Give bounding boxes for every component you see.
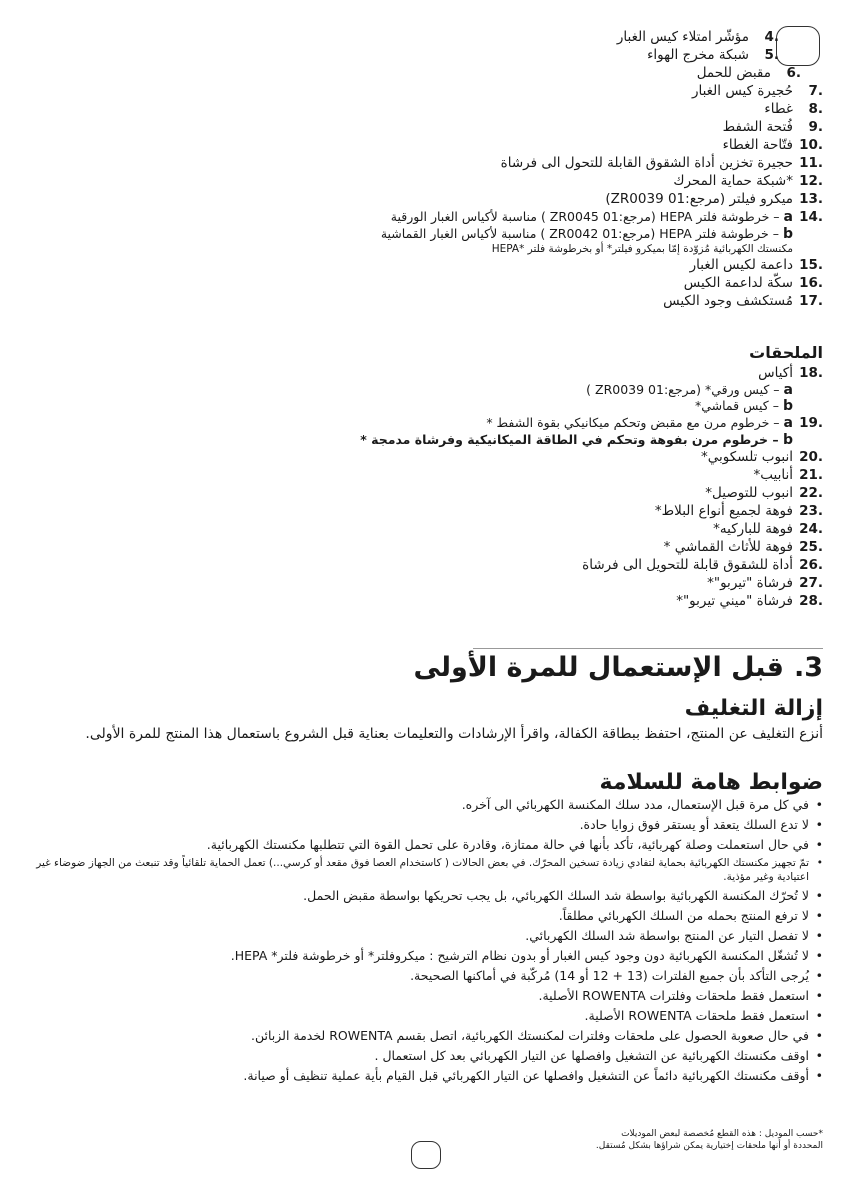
accessory-item: 26. أداة للشقوق قابلة للتحويل الى فرشاة: [582, 557, 823, 573]
accessories-list: [263, 342, 823, 610]
safety-item: • استعمل فقط ملحقات وفلترات ROWENTA الأصلية.: [30, 987, 823, 1004]
parts-item: 5. شبكة مخرج الهواء: [647, 47, 779, 63]
safety-list: [30, 796, 823, 1087]
parts-item: 7. حُجيرة كيس الغبار: [691, 83, 823, 99]
section-title: [414, 652, 824, 683]
accessory-item: a – كيس ورقي* (مرجع:ZR0039 01 ): [586, 382, 793, 398]
footnote: [596, 1128, 823, 1152]
parts-item: 16. سكّة لداعمة الكيس: [683, 275, 823, 291]
parts-item: 13. ميكرو فيلتر (مرجع:ZR0039 01): [605, 191, 823, 207]
safety-item: • لا تدع السلك يتعقد أو يستقر فوق زوايا حادة.: [30, 816, 823, 833]
parts-item: 4. مؤشّر امتلاء كيس الغبار: [616, 29, 779, 45]
safety-item: • اوقف مكنستك الكهربائية عن التشغيل وافصلها عن التيار الكهربائي بعد كل استعمال .: [30, 1047, 823, 1064]
parts-item: 12. *شبكة حماية المحرك: [673, 173, 823, 189]
accessory-item: 27. فرشاة "تيربو"*: [707, 575, 823, 591]
page-tab-decoration: [411, 1141, 441, 1169]
accessory-item: 25. فوهة للأثاث القماشي *: [663, 539, 823, 555]
parts-item: 10. فتّاحة الغطاء: [722, 137, 823, 153]
item14-note: مكنستك الكهربائية مُزوّدة إمّا بميكرو فيلتر* أو بخرطوشة فلتر *HEPA: [491, 243, 793, 255]
item14-sub-b: b – خرطوشة فلتر HEPA (مرجع:ZR0042 01 ) مناسبة لأكياس الغبار القماشية: [380, 226, 793, 242]
accessory-item: b – خرطوم مرن بفوهة وتحكم في الطاقة الميكانيكية وفرشاة مدمجة *: [360, 432, 793, 448]
safety-item: • في كل مرة قبل الإستعمال، مدد سلك المكنسة الكهربائي الى آخره.: [30, 796, 823, 813]
accessory-item: 24. فوهة للباركيه*: [713, 521, 823, 537]
parts-item: 6. مقبض للحمل: [696, 65, 801, 81]
unpacking-heading: إزالة التغليف: [684, 696, 823, 721]
parts-list: [263, 28, 823, 310]
section-number: 3.: [793, 652, 823, 683]
unpacking-text: أنزع التغليف عن المنتج، احتفظ ببطاقة الكفالة، واقرأ الإرشادات والتعليمات بعناية قبل الشروع باستعمال هذا المنتج للمرة الأولى.: [85, 726, 823, 742]
safety-item: • استعمل فقط ملحقات ROWENTA الأصلية.: [30, 1007, 823, 1024]
accessory-item: 21. أنابيب*: [753, 467, 823, 483]
parts-item: [263, 226, 823, 242]
safety-item: • في حال صعوبة الحصول على ملحقات وفلترات لمكنستك الكهربائية، اتصل بقسم ROWENTA لخدمة الزبائن.: [30, 1027, 823, 1044]
safety-item: • تمّ تجهيز مكنستك الكهربائية بحماية لتفادي زيادة تسخين المحرّك. في بعض الحالات ( كاستخدام العصا فوق مقعد أو كرسي...) تعمل الحماية تلقائياً وقد تنبعث من الجهاز ضوضاء غير اعتيادية وغير مؤذية.: [30, 856, 823, 884]
safety-item: • لا ترفع المنتج بحمله من السلك الكهربائي مطلقاً.: [30, 907, 823, 924]
footnote-line: المحددة أو أنها ملحقات إختيارية يمكن شراؤها بشكل مُستقل.: [595, 1141, 823, 1151]
safety-item: • أوقف مكنستك الكهربائية دائماً عن التشغيل وافصلها عن التيار الكهربائي قبل القيام بأية عملية تنظيف أو صيانة.: [30, 1067, 823, 1084]
safety-heading: ضوابط هامة للسلامة: [599, 770, 823, 795]
accessory-item: 22. انبوب للتوصيل*: [705, 485, 823, 501]
section-title-text: قبل الإستعمال للمرة الأولى: [413, 652, 784, 683]
accessory-item: 28. فرشاة "ميني تيربو"*: [676, 593, 823, 609]
footnote-line: *حسب الموديل : هذه القطع مُخصصة لبعض الموديلات: [621, 1129, 823, 1139]
accessories-heading: الملحقات: [749, 343, 823, 362]
safety-item: • يُرجى التأكد بأن جميع الفلترات (13 + 12 أو 14) مُركّبة في أماكنها الصحيحة.: [30, 967, 823, 984]
accessory-item: b – كيس قماشي*: [694, 398, 793, 414]
accessory-item: 20. انبوب تلسكوبي*: [700, 449, 823, 465]
safety-item: • في حال استعملت وصلة كهربائية، تأكد بأنها في حالة ممتازة، وقادرة على تحمل القوة التي تتطلبها مكنستك الكهربائية.: [30, 836, 823, 853]
safety-item: • لا تفصل التيار عن المنتج بواسطة شد السلك الكهربائي.: [30, 927, 823, 944]
parts-item: 9. فُتحة الشفط: [722, 119, 823, 135]
safety-item: • لا تُشغّل المكنسة الكهربائية دون وجود كيس الغبار أو بدون نظام الترشيح : ميكروفلتر* أو خرطوشة فلتر* HEPA.: [30, 947, 823, 964]
parts-item: 14. a – خرطوشة فلتر HEPA (مرجع:ZR0045 01 ) مناسبة لأكياس الغبار الورقية: [390, 209, 823, 225]
accessory-item: 18. أكياس: [758, 365, 823, 381]
accessory-item: 19. a – خرطوم مرن مع مقبض وتحكم ميكانيكي بقوة الشفط *: [486, 415, 823, 431]
parts-item: 8. غطاء: [764, 101, 823, 117]
accessory-item: 23. فوهة لجميع أنواع البلاط*: [654, 503, 823, 519]
parts-item: 11. حجيرة تخزين أداة الشقوق القابلة للتحول الى فرشاة: [500, 155, 823, 171]
safety-item: • لا تُحرّك المكنسة الكهربائية بواسطة شد السلك الكهربائي، بل يجب تحريكها بواسطة مقبض الحمل.: [30, 887, 823, 904]
parts-item: 15. داعمة لكيس الغبار: [689, 257, 823, 273]
item14-sub-a: a – خرطوشة فلتر HEPA (مرجع:ZR0045 01 ) مناسبة لأكياس الغبار الورقية: [390, 209, 793, 225]
parts-item: 17. مُستكشف وجود الكيس: [663, 293, 823, 309]
